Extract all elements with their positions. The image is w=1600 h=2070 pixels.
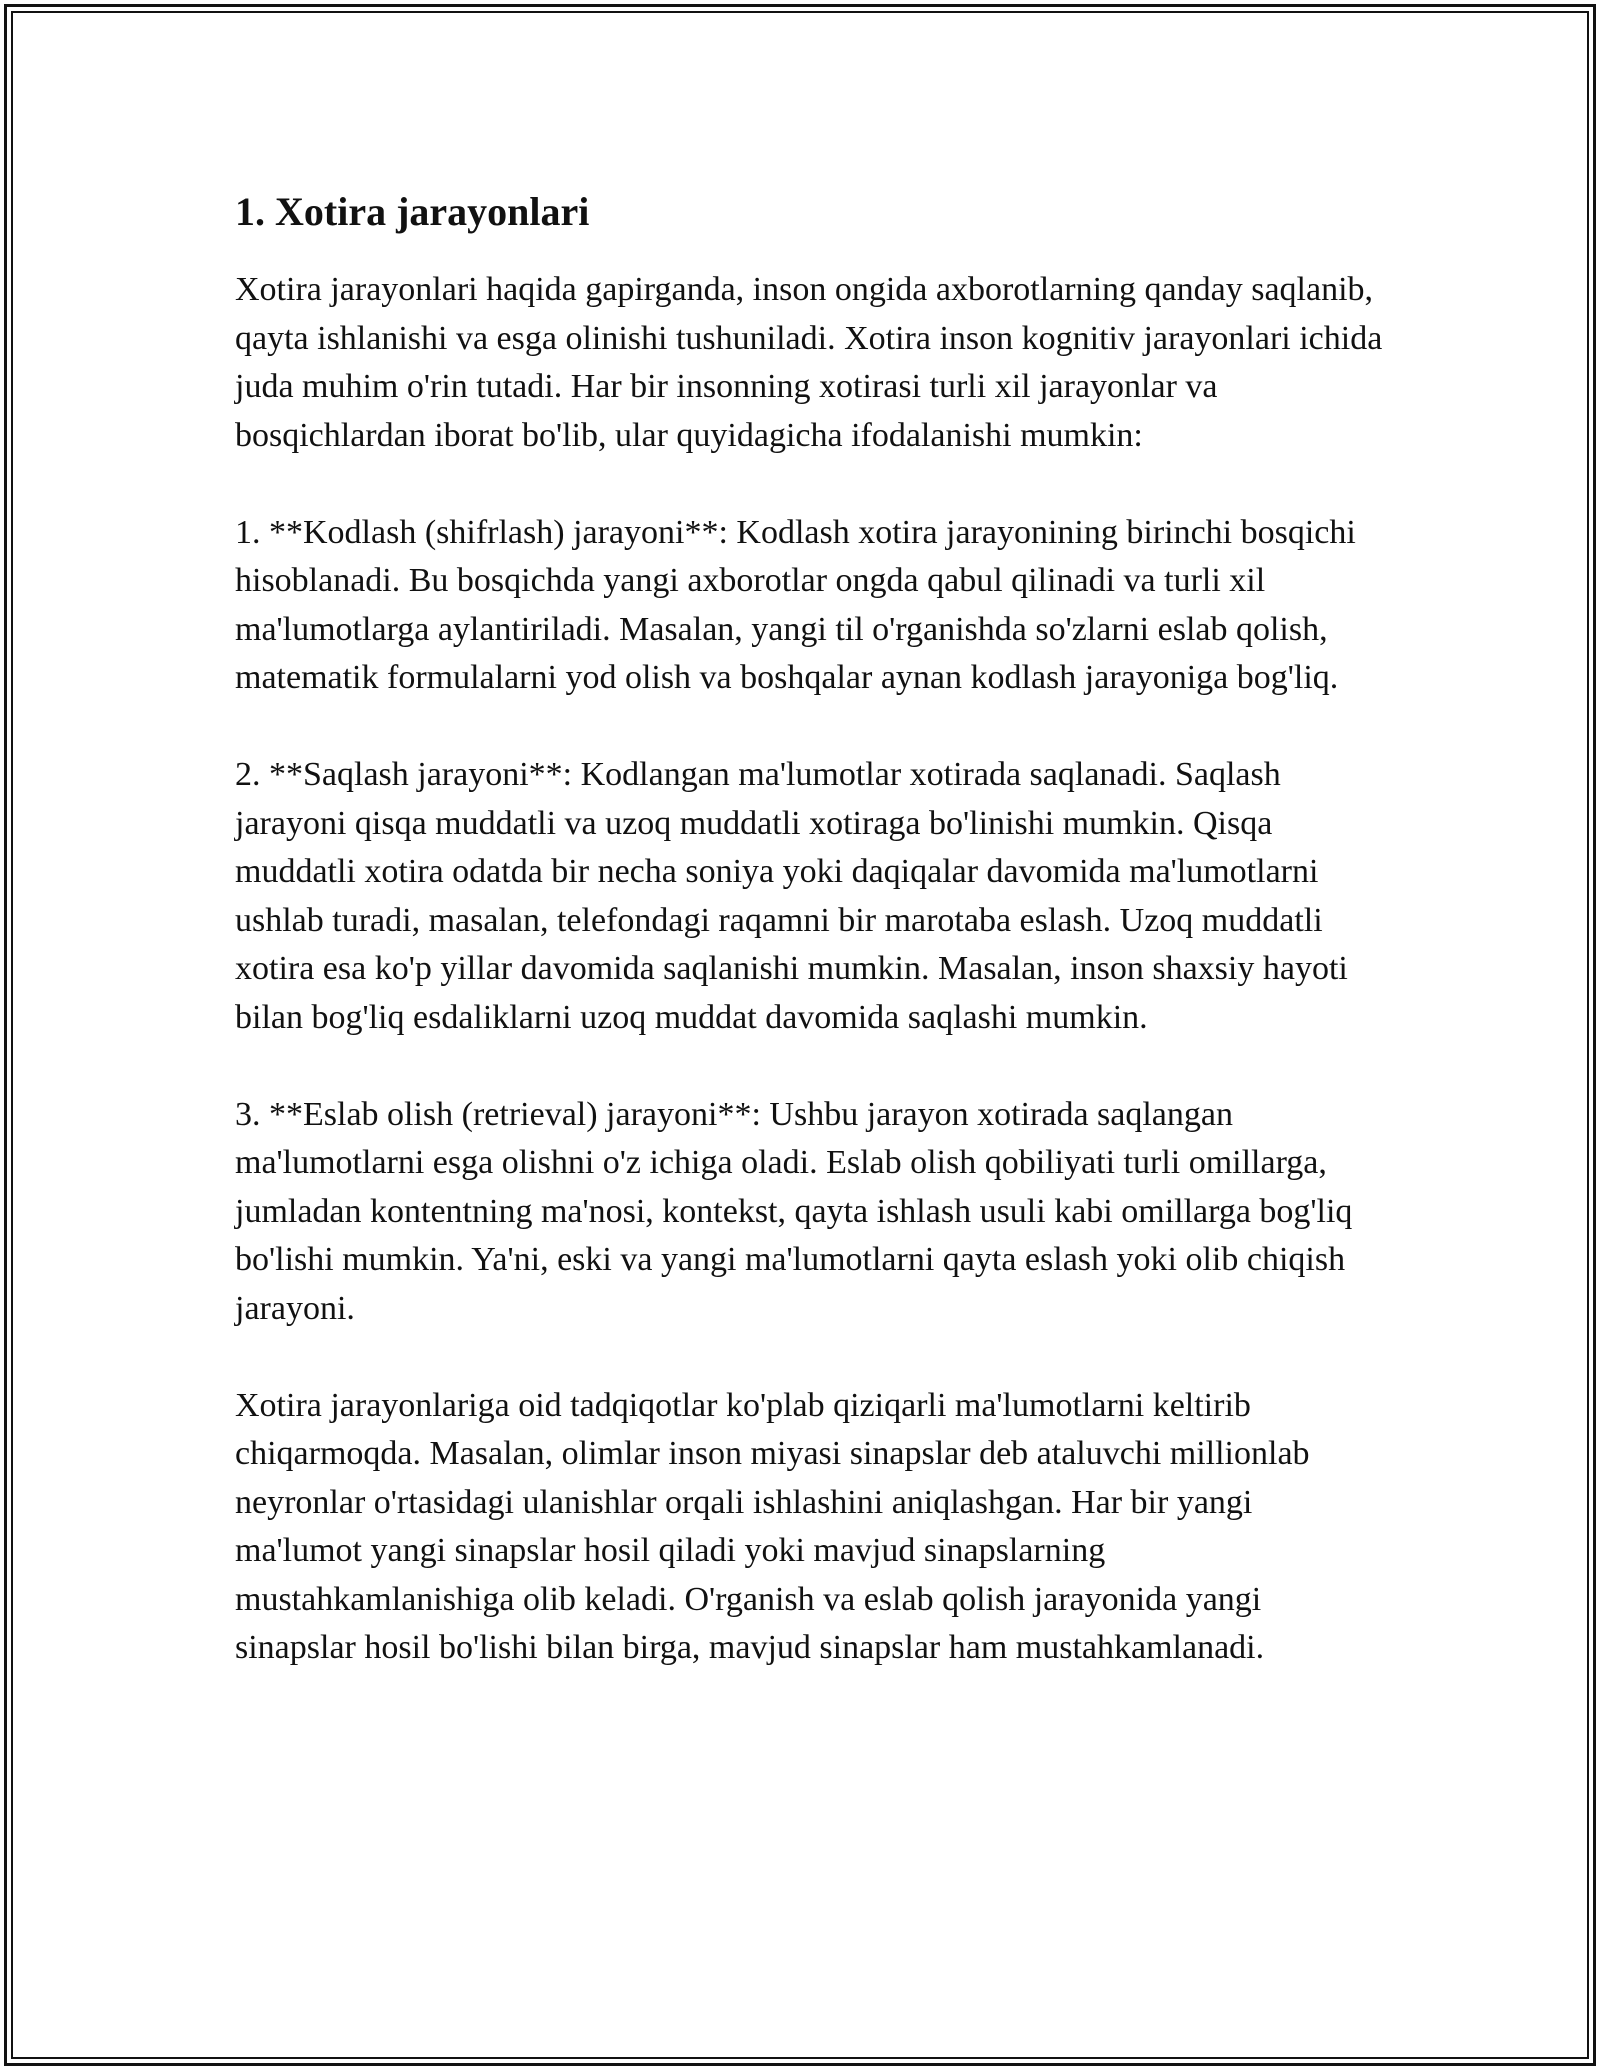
storage-paragraph: 2. **Saqlash jarayoni**: Kodlangan ma'lumotlar xotirada saqlanadi. Saqlash jarayoni qisqa muddatli va uzoq muddatli xotiraga bo'linishi mumkin. Qisqa muddatli xotira odatda bir necha soniya yoki daqiqalar davomida ma'lumotlarni ushlab turadi, masalan, telefondagi raqamni bir marotaba eslash. Uzoq muddatli xotira esa ko'p yillar davomida saqlanishi mumkin. Masalan, inson shaxsiy hayoti bilan bog'liq esdaliklarni uzoq muddat davomida saqlashi mumkin. [235,756,1348,1036]
document-body [235,184,1385,1721]
section-heading: 1. Xotira jarayonlari [235,189,590,234]
retrieval-paragraph: 3. **Eslab olish (retrieval) jarayoni**: Ushbu jarayon xotirada saqlangan ma'lumotlarni esga olishni o'z ichiga oladi. Eslab olish qobiliyati turli omillarga, jumladan kontentning ma'nosi, kontekst, qayta ishlash usuli kabi omillarga bog'liq bo'lishi mumkin. Ya'ni, eski va yangi ma'lumotlarni qayta eslash yoki olib chiqish jarayoni. [235,1095,1353,1327]
encoding-paragraph: 1. **Kodlash (shifrlash) jarayoni**: Kodlash xotira jarayonining birinchi bosqichi hisoblanadi. Bu bosqichda yangi axborotlar ongda qabul qilinadi va turli xil ma'lumotlarga aylantiriladi. Masalan, yangi til o'rganishda so'zlarni eslab qolish, matematik formulalarni yod olish va boshqalar aynan kodlash jarayoniga bog'liq. [235,513,1356,696]
research-paragraph: Xotira jarayonlariga oid tadqiqotlar ko'plab qiziqarli ma'lumotlarni keltirib chiqarmoqda. Masalan, olimlar inson miyasi sinapslar deb ataluvchi millionlab neyronlar o'rtasidagi ulanishlar orqali ishlashini aniqlashgan. Har bir yangi ma'lumot yangi sinapslar hosil qiladi yoki mavjud sinapslarning mustahkamlanishiga olib keladi. O'rganish va eslab qolish jarayonida yangi sinapslar hosil bo'lishi bilan birga, mavjud sinapslar ham mustahkamlanadi. [235,1386,1310,1666]
intro-paragraph: Xotira jarayonlari haqida gapirganda, inson ongida axborotlarning qanday saqlanib, qayta ishlanishi va esga olinishi tushuniladi. Xotira inson kognitiv jarayonlari ichida juda muhim o'rin tutadi. Har bir insonning xotirasi turli xil jarayonlar va bosqichlardan iborat bo'lib, ular quyidagicha ifodalanishi mumkin: [235,271,1383,454]
